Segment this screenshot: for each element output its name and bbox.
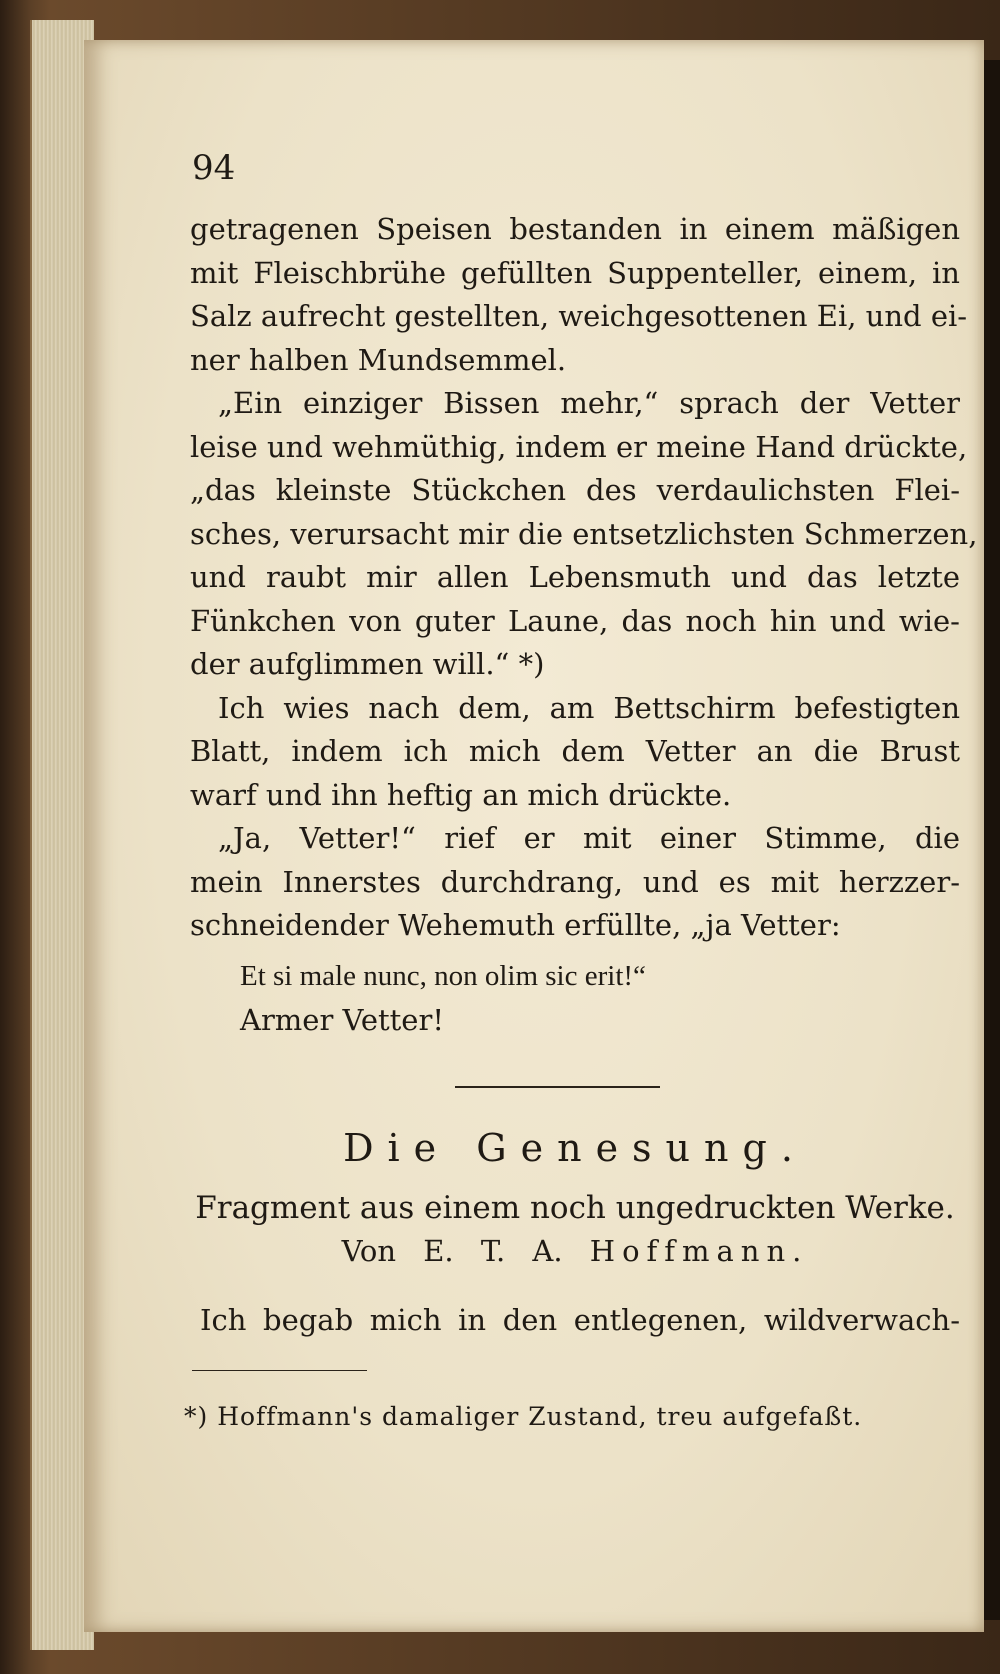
text-line: Fünkchen von guter Laune, das noch hin und wie- — [190, 603, 960, 638]
text-line: sches, verursacht mir die entsetzlichsten Schmerzen, — [190, 516, 978, 551]
text-line: mein Innerstes durchdrang, und es mit herzzer- — [190, 864, 960, 899]
verse-closing: Armer Vetter! — [240, 1003, 444, 1037]
text-line: ner halben Mundsemmel. — [190, 342, 567, 377]
text-line: und raubt mir allen Lebensmuth und das letzte — [190, 560, 960, 594]
text-line: mit Fleischbrühe gefüllten Suppenteller, einem, in — [190, 255, 960, 290]
section-subtitle: Fragment aus einem noch ungedruckten Werke. — [195, 1190, 955, 1226]
section-divider — [455, 1086, 660, 1088]
text-line: schneidender Wehemuth erfüllte, „ja Vetter: — [190, 908, 841, 942]
text-line: getragenen Speisen bestanden in einem mäßigen — [190, 212, 960, 246]
section-title: Die Genesung. — [343, 1126, 807, 1170]
text-line: „Ein einziger Bissen mehr,“ sprach der Vetter — [218, 386, 960, 420]
byline — [190, 1234, 960, 1268]
text-line: der aufglimmen will.“ *) — [190, 647, 545, 681]
text-line: „Ja, Vetter!“ rief er mit einer Stimme, die — [218, 821, 960, 855]
latin-verse: Et si male nunc, non olim sic erit!“ — [240, 960, 646, 992]
footnote: *) Hoffmann's damaliger Zustand, treu aufgefaßt. — [184, 1402, 863, 1431]
book-cover-edge — [984, 60, 1000, 1620]
byline-surname: Hoffmann. — [589, 1234, 809, 1268]
text-line: leise und wehmüthig, indem er meine Hand drückte, — [190, 429, 968, 464]
text-line: warf und ihn heftig an mich drückte. — [190, 777, 732, 812]
text-line: Ich wies nach dem, am Bettschirm befestigten — [218, 690, 960, 725]
body-text — [190, 208, 978, 948]
text-line: „das kleinste Stückchen des verdaulichsten Flei- — [190, 473, 960, 507]
text-line: Blatt, indem ich mich dem Vetter an die Brust — [190, 734, 960, 768]
footnote-divider — [192, 1370, 367, 1371]
byline-prefix: Von — [341, 1234, 397, 1268]
page-number: 94 — [192, 148, 236, 188]
opening-line: Ich begab mich in den entlegenen, wildverwach- — [200, 1303, 960, 1337]
byline-initials: E. T. A. — [423, 1234, 563, 1268]
text-line: Salz aufrecht gestellten, weichgesottenen Ei, und ei- — [190, 299, 968, 333]
